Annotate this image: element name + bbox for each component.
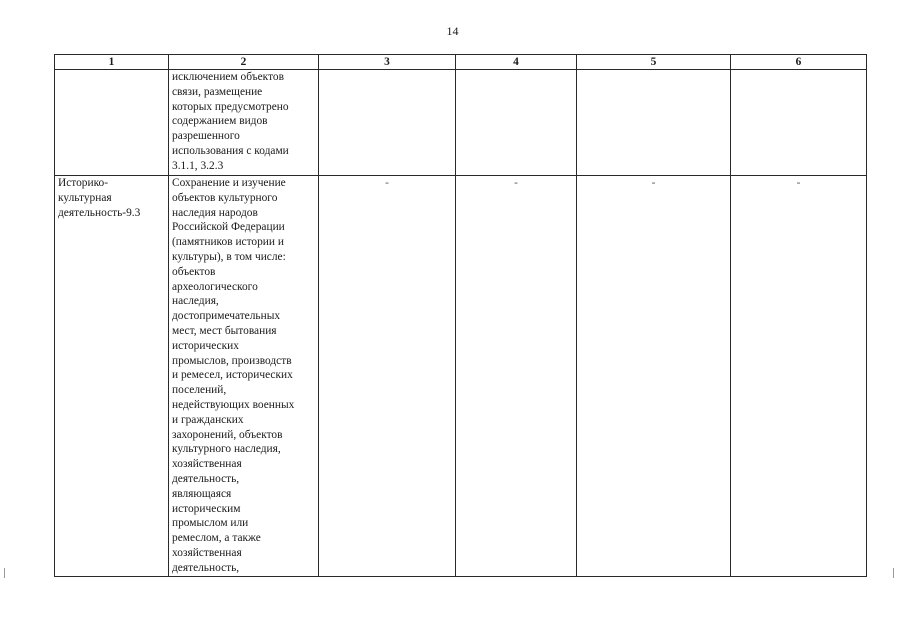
regulations-table [54,54,867,577]
table-cell [169,176,319,577]
column-header-6: 6 [731,55,867,70]
table-cell [577,176,731,577]
column-header-3: 3 [319,55,456,70]
table-cell [577,70,731,176]
table-cell [456,70,577,176]
page-number: 14 [446,24,459,38]
cell-text: - [796,177,801,189]
cell-text: - [514,177,518,189]
cell-text: - [651,177,656,189]
land-use-description: Сохранение и изучение объектов культурного наследия народов Российской Федерации (памятников истории и культуры), в том числе: объектов археологического наследия, достопримечательных мест, мест бытования исторических промыслов, производств и ремесел, исторических поселений, недействующих военных и гражданских захоронений, объектов культурного наследия, хозяйственная деятельность, являющаяся историческим промыслом или ремеслом, а также хозяйственная деятельность, [172,177,295,574]
table-cell [169,70,319,176]
land-use-name: Историко- культурная деятельность-9.3 [58,177,141,219]
cell-text: исключением объектов связи, размещение которых предусмотрено содержанием видов разрешенного использования с кодами 3.1.1, 3.2.3 [172,71,289,172]
table-cell [731,70,867,176]
column-header-4: 4 [456,55,577,70]
table-cell [319,176,456,577]
header-row [55,55,867,70]
scan-edge-mark [4,568,5,578]
column-header-1: 1 [55,55,169,70]
column-header-5: 5 [577,55,731,70]
table-row [55,70,867,176]
table-row [55,176,867,577]
table-cell [55,70,169,176]
table-cell [731,176,867,577]
cell-text: - [385,177,389,189]
table-cell [55,176,169,577]
scan-edge-mark [893,568,894,578]
table-cell [456,176,577,577]
table-cell [319,70,456,176]
column-header-2: 2 [169,55,319,70]
